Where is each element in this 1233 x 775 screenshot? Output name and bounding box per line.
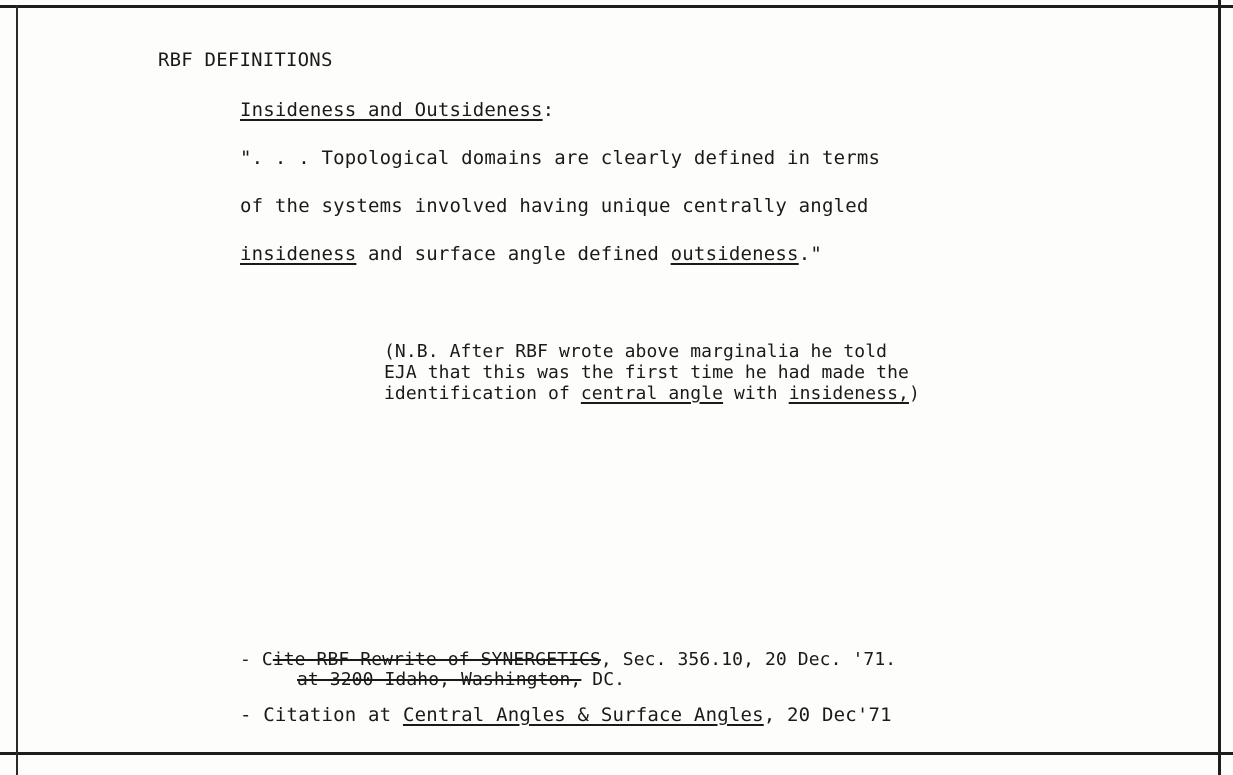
quote-line-1: ". . . Topological domains are clearly defined in terms (240, 147, 881, 169)
citation-1-prefix: - C (240, 649, 273, 670)
citation-2-rest: , 20 Dec'71 (763, 704, 892, 726)
citation-1-rest: , Sec. 356.10, 20 Dec. '71. (600, 649, 897, 670)
term-insideness-note: insideness, (788, 383, 909, 404)
citation-1-line-2 (297, 670, 625, 690)
note-line-1: (N.B. After RBF wrote above marginalia he told (384, 341, 888, 362)
note-line-3 (384, 384, 920, 404)
citation-1-line-2-struck: at 3200 Idaho, Washington, (297, 669, 582, 690)
section-heading-colon: : (542, 99, 555, 121)
bottom-rule (0, 752, 1233, 755)
citation-2-link: Central Angles & Surface Angles (402, 704, 764, 726)
citation-2 (240, 703, 892, 727)
quote-line-2: of the systems involved having unique centrally angled (240, 195, 869, 217)
quote-line-3 (240, 242, 822, 266)
section-heading-text: Insideness and Outsideness (240, 99, 543, 121)
left-rule (16, 5, 18, 775)
quote-line-3-end: ." (798, 243, 822, 265)
term-insideness: insideness (240, 243, 357, 265)
term-central-angle: central angle (580, 383, 724, 404)
right-rule (1218, 0, 1221, 775)
card-title: RBF DEFINITIONS (158, 49, 333, 71)
note-line-3-mid: with (723, 383, 789, 404)
note-line-3-end: ) (909, 383, 920, 404)
note-line-2: EJA that this was the first time he had made the (384, 362, 909, 383)
note-line-3-start: identification of (384, 383, 581, 404)
citation-1 (240, 650, 896, 670)
citation-1-line-2-rest: DC. (581, 669, 626, 690)
citation-2-prefix: - Citation at (240, 704, 403, 726)
citation-1-struck: ite RBF Rewrite of SYNERGETICS (272, 649, 601, 670)
section-heading (240, 98, 554, 122)
top-rule (0, 5, 1233, 8)
term-outsideness: outsideness (670, 243, 799, 265)
quote-line-3-mid: and surface angle defined (356, 243, 671, 265)
